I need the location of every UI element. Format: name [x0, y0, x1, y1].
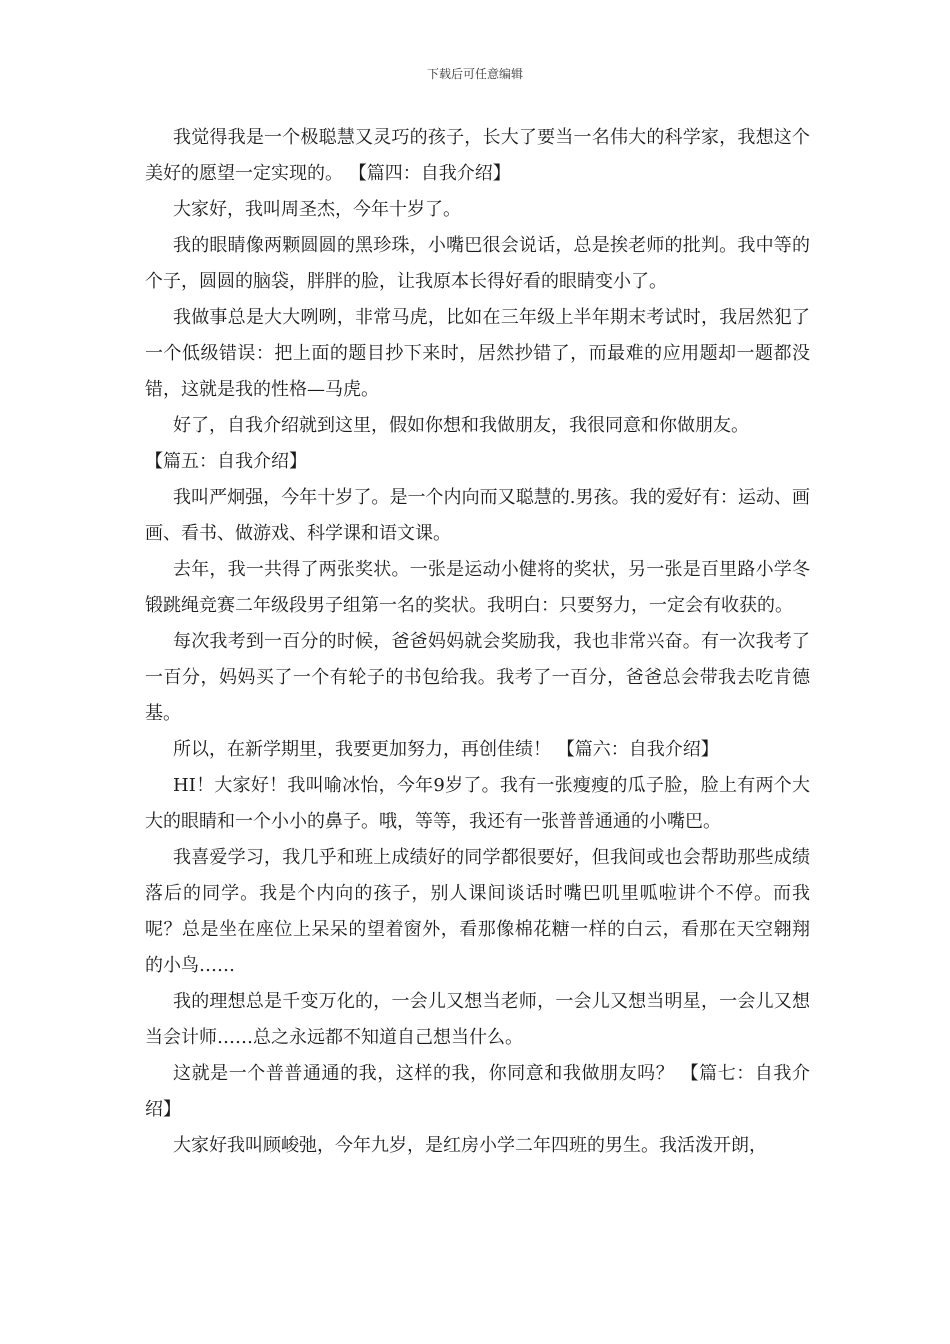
page-header: 下载后可任意编辑 [426, 67, 523, 81]
paragraph: 我喜爱学习，我几乎和班上成绩好的同学都很要好，但我间或也会帮助那些成绩落后的同学。我是个内向的孩子，别人课间谈话时嘴巴叽里呱啦讲个不停。而我呢？总是坐在座位上呆呆的望着窗外，看那像棉花糖一样的白云，看那在天空翱翔的小鸟…… [145, 847, 810, 976]
paragraph: 所以，在新学期里，我要更加努力，再创佳绩！ 【篇六：自我介绍】 [173, 739, 719, 760]
paragraph: 去年，我一共得了两张奖状。一张是运动小健将的奖状，另一张是百里路小学冬锻跳绳竞赛二年级段男子组第一名的奖状。我明白：只要努力，一定会有收获的。 [145, 559, 810, 616]
paragraph: 我的理想总是千变万化的，一会儿又想当老师，一会儿又想当明星，一会儿又想当会计师……总之永远都不知道自己想当什么。 [145, 991, 810, 1048]
paragraph: 我做事总是大大咧咧，非常马虎，比如在三年级上半年期末考试时，我居然犯了一个低级错误：把上面的题目抄下来时，居然抄错了，而最难的应用题却一题都没错，这就是我的性格—马虎。 [145, 307, 810, 400]
paragraph: HI！大家好！我叫喻冰怡，今年9岁了。我有一张瘦瘦的瓜子脸，脸上有两个大大的眼睛和一个小小的鼻子。哦，等等，我还有一张普普通通的小嘴巴。 [145, 775, 810, 832]
paragraph: 这就是一个普普通通的我，这样的我，你同意和我做朋友吗？ 【篇七：自我介绍】 [145, 1063, 810, 1120]
paragraph: 大家好，我叫周圣杰，今年十岁了。 [173, 199, 461, 220]
paragraph: 我的眼睛像两颗圆圆的黑珍珠，小嘴巴很会说话，总是挨老师的批判。我中等的个子，圆圆的脑袋，胖胖的脸，让我原本长得好看的眼睛变小了。 [145, 235, 810, 292]
paragraph: 大家好我叫顾峻弛，今年九岁，是红房小学二年四班的男生。我活泼开朗， [173, 1135, 767, 1156]
paragraph: 每次我考到一百分的时候，爸爸妈妈就会奖励我，我也非常兴奋。有一次我考了一百分，妈妈买了一个有轮子的书包给我。我考了一百分，爸爸总会带我去吃肯德基。 [145, 631, 810, 724]
document-body [145, 120, 810, 1164]
paragraph: 我叫严炯强，今年十岁了。是一个内向而又聪慧的.男孩。我的爱好有：运动、画画、看书、做游戏、科学课和语文课。 [145, 487, 810, 544]
paragraph: 好了，自我介绍就到这里，假如你想和我做朋友，我很同意和你做朋友。 [173, 415, 749, 436]
section-heading: 【篇五：自我介绍】 [145, 451, 307, 472]
paragraph: 我觉得我是一个极聪慧又灵巧的孩子，长大了要当一名伟大的科学家，我想这个美好的愿望一定实现的。 【篇四：自我介绍】 [145, 127, 810, 184]
